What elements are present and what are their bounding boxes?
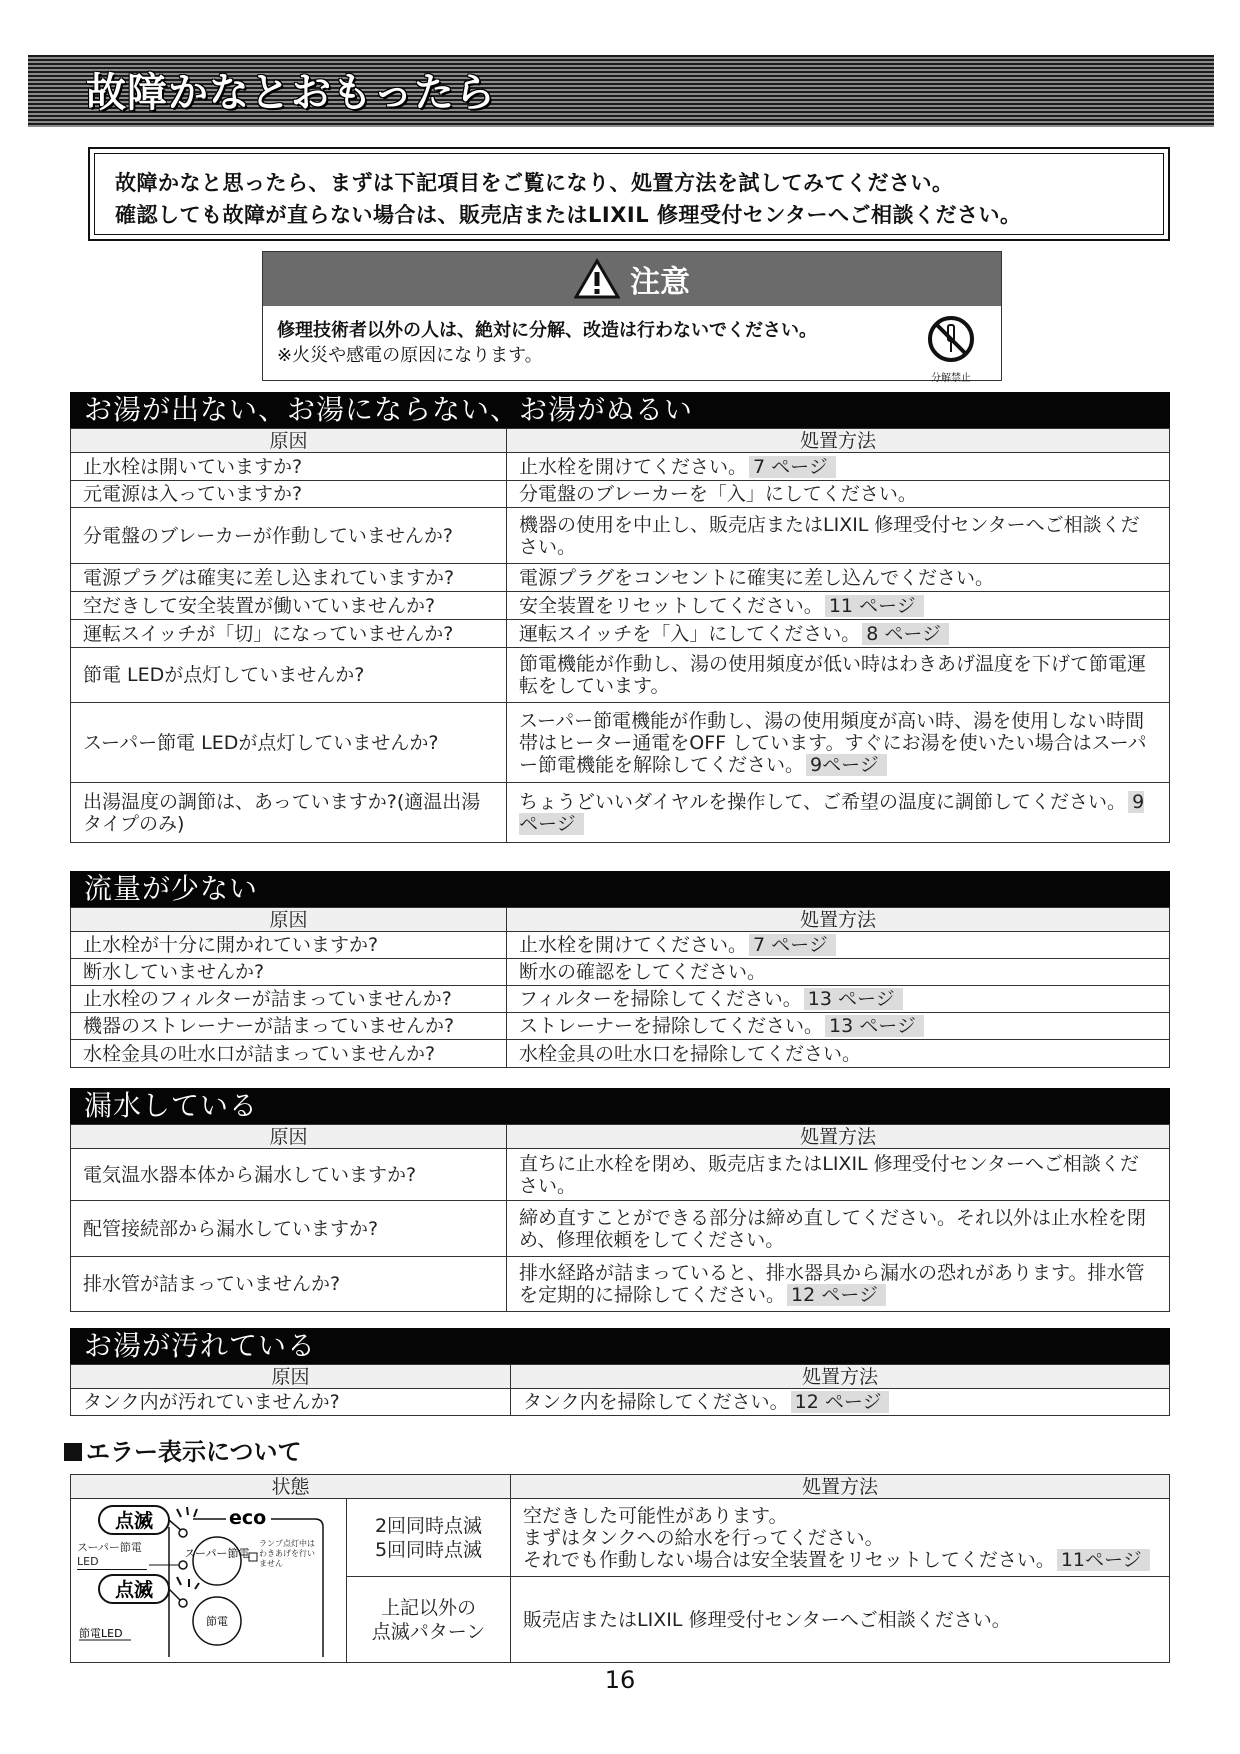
- cause-cell: 断水していませんか?: [71, 959, 507, 986]
- cause-cell: 電気温水器本体から漏水していますか?: [71, 1149, 507, 1201]
- cause-cell: 止水栓が十分に開かれていますか?: [71, 932, 507, 959]
- no-disassembly-badge: [921, 314, 981, 384]
- cause-cell: 電源プラグは確実に差し込まれていますか?: [71, 564, 507, 592]
- table-row: [71, 986, 1170, 1013]
- blink-label-1: 点滅: [114, 1510, 154, 1532]
- cause-cell: タンク内が汚れていませんか?: [71, 1389, 511, 1416]
- circle-super-label: スーパー節電: [184, 1547, 250, 1560]
- page-ref: 7 ページ: [749, 934, 836, 956]
- table-row: [71, 620, 1170, 648]
- eco-label: eco: [229, 1507, 267, 1529]
- remedy-cell: タンク内を掃除してください。 12 ページ: [511, 1389, 1170, 1416]
- header-cause: 原因: [71, 908, 507, 932]
- title-banner: [28, 55, 1214, 127]
- cause-cell: 水栓金具の吐水口が詰まっていませんか?: [71, 1040, 507, 1068]
- error-section-heading: エラー表示について: [64, 1432, 302, 1467]
- header-cause: 原因: [71, 429, 507, 453]
- remedy-cell: 空だきした可能性があります。 まずはタンクへの給水を行ってください。 それでも作動しない場合は安全装置をリセットしてください。 11ページ: [511, 1499, 1170, 1577]
- header-state: 状態: [71, 1475, 511, 1499]
- remedy-cell: 締め直すことができる部分は締め直してください。それ以外は止水栓を閉め、修理依頼をしてください。: [507, 1201, 1170, 1257]
- error-display-section: [70, 1474, 1170, 1663]
- remedy-cell: 安全装置をリセットしてください。 11 ページ: [507, 592, 1170, 620]
- table-row: [71, 932, 1170, 959]
- table-row: [71, 481, 1170, 508]
- page-ref: 13 ページ: [825, 1015, 924, 1037]
- remedy-cell: 機器の使用を中止し、販売店またはLIXIL 修理受付センターへご相談ください。: [507, 508, 1170, 564]
- remedy-cell: 排水経路が詰まっていると、排水器具から漏水の恐れがあります。排水管を定期的に掃除してください。 12 ページ: [507, 1257, 1170, 1312]
- section-no-hot-water: [70, 392, 1170, 843]
- caution-header: [263, 252, 1001, 306]
- remedy-cell: 電源プラグをコンセントに確実に差し込んでください。: [507, 564, 1170, 592]
- blink-pattern-cell: 2回同時点滅 5回同時点滅: [347, 1499, 511, 1577]
- table-row: [71, 453, 1170, 481]
- intro-box: [88, 147, 1170, 241]
- cause-cell: 運転スイッチが「切」になっていませんか?: [71, 620, 507, 648]
- cause-cell: 排水管が詰まっていませんか?: [71, 1257, 507, 1312]
- no-disassembly-icon: [926, 314, 976, 364]
- blink-pattern-cell: 上記以外の 点滅パターン: [347, 1577, 511, 1663]
- cause-cell: 出湯温度の調節は、あっていますか?(適温出湯タイプのみ): [71, 783, 507, 843]
- caution-line-1: 修理技術者以外の人は、絶対に分解、改造は行わないでください。: [277, 320, 817, 341]
- remedy-cell: 止水栓を開けてください。 7 ページ: [507, 932, 1170, 959]
- no-disassembly-label: 分解禁止: [931, 373, 971, 384]
- lamp-note: ランプ点灯中はわきあげを行いません: [259, 1539, 315, 1568]
- cause-cell: 空だきして安全装置が働いていませんか?: [71, 592, 507, 620]
- remedy-cell: 運転スイッチを「入」にしてください。 8 ページ: [507, 620, 1170, 648]
- setsuden-led-label: 節電LED: [79, 1627, 123, 1640]
- cause-cell: 元電源は入っていますか?: [71, 481, 507, 508]
- caution-line-2: ※火災や感電の原因になります。: [277, 345, 543, 366]
- header-cause: 原因: [71, 1365, 511, 1389]
- cause-cell: 節電 LEDが点灯していませんか?: [71, 648, 507, 703]
- intro-line-1: 故障かなと思ったら、まずは下記項目をご覧になり、処置方法を試してみてください。: [115, 171, 954, 195]
- section-title: 流量が少ない: [70, 871, 1170, 907]
- table-row: [71, 648, 1170, 703]
- remedy-cell: 断水の確認をしてください。: [507, 959, 1170, 986]
- page-ref: 8 ページ: [862, 623, 949, 645]
- header-remedy: 処置方法: [507, 429, 1170, 453]
- header-cause: 原因: [71, 1125, 507, 1149]
- section-title: お湯が出ない、お湯にならない、お湯がぬるい: [70, 392, 1170, 428]
- error-table: [70, 1474, 1170, 1663]
- remedy-cell: 販売店またはLIXIL 修理受付センターへご相談ください。: [511, 1577, 1170, 1663]
- header-remedy: 処置方法: [507, 1125, 1170, 1149]
- remedy-cell: 直ちに止水栓を閉め、販売店またはLIXIL 修理受付センターへご相談ください。: [507, 1149, 1170, 1201]
- remedy-cell: スーパー節電機能が作動し、湯の使用頻度が高い時、湯を使用しない時間帯はヒーター通電をOFF しています。すぐにお湯を使いたい場合はスーパー節電機能を解除してください。 9ページ: [507, 703, 1170, 783]
- cause-cell: 止水栓は開いていますか?: [71, 453, 507, 481]
- cause-cell: 分電盤のブレーカーが作動していませんか?: [71, 508, 507, 564]
- page-title: 故障かなとおもったら: [86, 70, 496, 116]
- table-row: [71, 783, 1170, 843]
- super-led-label: スーパー節電LED: [77, 1541, 147, 1570]
- caution-title: 注意: [630, 265, 690, 300]
- warning-icon: [574, 258, 620, 300]
- troubleshoot-table: [70, 1364, 1170, 1416]
- table-row: [71, 508, 1170, 564]
- blink-label-2: 点滅: [114, 1579, 154, 1601]
- remedy-cell: 止水栓を開けてください。 7 ページ: [507, 453, 1170, 481]
- page-ref: 11 ページ: [825, 595, 924, 617]
- table-row: [71, 1040, 1170, 1068]
- circle-setsuden-label: 節電: [206, 1615, 228, 1628]
- table-row: [71, 1149, 1170, 1201]
- remedy-cell: ちょうどいいダイヤルを操作して、ご希望の温度に調節してください。 9ページ: [507, 783, 1170, 843]
- remedy-cell: フィルターを掃除してください。 13 ページ: [507, 986, 1170, 1013]
- section-low-flow: [70, 871, 1170, 1068]
- page-ref: 9ページ: [806, 754, 887, 776]
- page-ref: 12 ページ: [791, 1391, 890, 1413]
- table-row: [71, 1257, 1170, 1312]
- page-number: 16: [604, 1666, 636, 1694]
- section-title: 漏水している: [70, 1088, 1170, 1124]
- page-ref: 12 ページ: [787, 1284, 886, 1306]
- led-diagram: [71, 1499, 347, 1663]
- led-panel-diagram: [71, 1499, 347, 1657]
- section-title: お湯が汚れている: [70, 1328, 1170, 1364]
- cause-cell: 機器のストレーナーが詰まっていませんか?: [71, 1013, 507, 1040]
- page-ref: 7 ページ: [749, 456, 836, 478]
- troubleshoot-table: [70, 1124, 1170, 1312]
- remedy-cell: 分電盤のブレーカーを「入」にしてください。: [507, 481, 1170, 508]
- table-row: [71, 959, 1170, 986]
- table-row: [71, 1013, 1170, 1040]
- table-row: [71, 564, 1170, 592]
- intro-line-2: 確認しても故障が直らない場合は、販売店またはLIXIL 修理受付センターへご相談ください。: [115, 203, 1022, 227]
- page-ref: 11ページ: [1057, 1549, 1150, 1571]
- header-remedy: 処置方法: [511, 1365, 1170, 1389]
- square-bullet-icon: [64, 1443, 82, 1461]
- troubleshoot-table: [70, 428, 1170, 843]
- header-remedy: 処置方法: [511, 1475, 1170, 1499]
- table-row: [71, 1499, 1170, 1577]
- table-row: [71, 1389, 1170, 1416]
- section-dirty-water: [70, 1328, 1170, 1416]
- table-row: [71, 703, 1170, 783]
- cause-cell: 配管接続部から漏水していますか?: [71, 1201, 507, 1257]
- remedy-cell: 節電機能が作動し、湯の使用頻度が低い時はわきあげ温度を下げて節電運転をしています。: [507, 648, 1170, 703]
- table-row: [71, 592, 1170, 620]
- header-remedy: 処置方法: [507, 908, 1170, 932]
- caution-box: [262, 251, 1002, 384]
- section-leak: [70, 1088, 1170, 1312]
- cause-cell: スーパー節電 LEDが点灯していませんか?: [71, 703, 507, 783]
- remedy-cell: ストレーナーを掃除してください。 13 ページ: [507, 1013, 1170, 1040]
- page-ref: 13 ページ: [804, 988, 903, 1010]
- table-row: [71, 1201, 1170, 1257]
- cause-cell: 止水栓のフィルターが詰まっていませんか?: [71, 986, 507, 1013]
- troubleshoot-table: [70, 907, 1170, 1068]
- page-ref: 9ページ: [519, 790, 1145, 835]
- remedy-cell: 水栓金具の吐水口を掃除してください。: [507, 1040, 1170, 1068]
